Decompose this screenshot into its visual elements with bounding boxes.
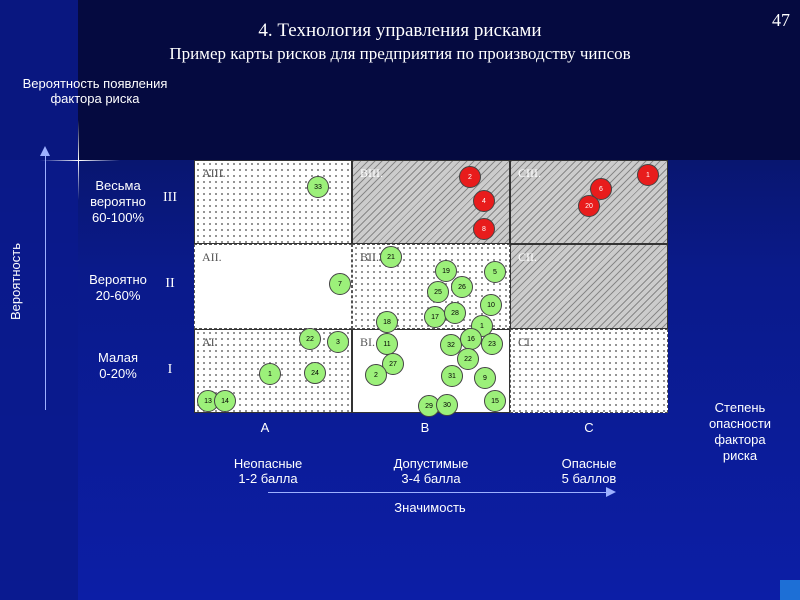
row-label-i bbox=[68, 350, 168, 382]
x-axis-arrow bbox=[268, 492, 608, 493]
row-label-i-line1: Малая bbox=[97, 350, 139, 365]
risk-marker: 9 bbox=[474, 367, 496, 389]
col-letter-a: A bbox=[260, 420, 270, 435]
col-desc-c-line1: Опасные bbox=[561, 456, 617, 471]
risk-marker: 17 bbox=[424, 306, 446, 328]
row-label-ii-line2: 20-60% bbox=[95, 288, 141, 303]
row-label-ii-line1: Вероятно bbox=[89, 272, 147, 287]
risk-marker: 4 bbox=[473, 190, 495, 212]
y-axis-title-line2: фактора риска bbox=[50, 91, 140, 106]
risk-marker: 30 bbox=[436, 394, 458, 416]
cell-cii bbox=[510, 244, 668, 329]
risk-marker: 29 bbox=[418, 395, 440, 417]
risk-marker: 20 bbox=[578, 195, 600, 217]
severity-line3: фактора bbox=[714, 432, 766, 447]
cell-ciii-label: CIII. bbox=[518, 166, 541, 180]
col-desc-a-line2: 1-2 балла bbox=[238, 471, 298, 486]
corner-square bbox=[780, 580, 800, 600]
row-label-iii bbox=[68, 178, 168, 226]
risk-marker: 15 bbox=[484, 390, 506, 412]
risk-marker: 28 bbox=[444, 302, 466, 324]
col-desc-b-line1: Допустимые bbox=[393, 456, 469, 471]
risk-marker: 2 bbox=[459, 166, 481, 188]
risk-marker: 23 bbox=[481, 333, 503, 355]
risk-marker: 10 bbox=[480, 294, 502, 316]
risk-marker: 1 bbox=[259, 363, 281, 385]
risk-marker: 27 bbox=[382, 353, 404, 375]
y-axis-title-line1: Вероятность появления bbox=[22, 76, 168, 91]
row-label-i-line2: 0-20% bbox=[99, 366, 137, 381]
cell-aiii bbox=[194, 160, 352, 244]
risk-marker: 1 bbox=[637, 164, 659, 186]
risk-marker: 8 bbox=[473, 218, 495, 240]
x-axis-arrow-head bbox=[606, 487, 616, 497]
y-axis-title bbox=[0, 76, 190, 106]
col-desc-c-line2: 5 баллов bbox=[561, 471, 617, 486]
risk-marker: 3 bbox=[327, 331, 349, 353]
risk-marker: 26 bbox=[451, 276, 473, 298]
row-label-iii-line3: 60-100% bbox=[91, 210, 145, 225]
severity-line4: риска bbox=[722, 448, 758, 463]
cell-bi-label: BI. bbox=[360, 335, 375, 349]
col-desc-b bbox=[371, 456, 491, 486]
slide-title: 4. Технология управления рисками bbox=[258, 20, 542, 41]
risk-marker: 2 bbox=[365, 364, 387, 386]
col-desc-a bbox=[208, 456, 328, 486]
risk-marker: 24 bbox=[304, 362, 326, 384]
page-number: 47 bbox=[772, 10, 790, 30]
col-desc-a-line1: Неопасные bbox=[233, 456, 303, 471]
col-desc-b-line2: 3-4 балла bbox=[401, 471, 461, 486]
y-axis-arrow-head bbox=[40, 146, 50, 156]
risk-marker: 25 bbox=[427, 281, 449, 303]
col-desc-c bbox=[529, 456, 649, 486]
row-label-iii-line1: Весьма bbox=[95, 178, 141, 193]
cell-ai-label: AI. bbox=[202, 335, 218, 349]
risk-marker: 19 bbox=[435, 260, 457, 282]
cell-ci-label: CI. bbox=[518, 335, 533, 349]
flare-horizontal bbox=[40, 160, 120, 161]
risk-marker: 33 bbox=[307, 176, 329, 198]
row-roman-i: I bbox=[167, 362, 173, 377]
cell-aii-label: AII. bbox=[202, 250, 222, 264]
cell-bii-label: BII. bbox=[360, 250, 379, 264]
risk-marker: 18 bbox=[376, 311, 398, 333]
risk-marker: 7 bbox=[329, 273, 351, 295]
risk-marker: 32 bbox=[440, 334, 462, 356]
risk-marker: 31 bbox=[441, 365, 463, 387]
col-letter-b: B bbox=[420, 420, 430, 435]
risk-marker: 22 bbox=[299, 328, 321, 350]
row-roman-iii: III bbox=[163, 190, 177, 205]
row-roman-ii: II bbox=[165, 276, 175, 291]
severity-line1: Степень bbox=[714, 400, 766, 415]
risk-marker: 11 bbox=[376, 333, 398, 355]
risk-marker: 1 bbox=[471, 315, 493, 337]
col-letter-c: C bbox=[584, 420, 594, 435]
cell-ci bbox=[510, 329, 668, 413]
risk-marker: 14 bbox=[214, 390, 236, 412]
severity-label bbox=[690, 400, 790, 464]
y-axis-arrow bbox=[45, 148, 46, 410]
cell-biii-label: BIII. bbox=[360, 166, 383, 180]
significance-label: Значимость bbox=[394, 500, 466, 515]
row-label-ii bbox=[68, 272, 168, 304]
severity-line2: опасности bbox=[708, 416, 772, 431]
slide-subtitle: Пример карты рисков для предприятия по производству чипсов bbox=[169, 44, 631, 63]
risk-marker: 6 bbox=[590, 178, 612, 200]
risk-marker: 22 bbox=[457, 348, 479, 370]
row-label-iii-line2: вероятно bbox=[90, 194, 146, 209]
cell-cii-label: CII. bbox=[518, 250, 537, 264]
risk-marker: 13 bbox=[197, 390, 219, 412]
risk-marker: 5 bbox=[484, 261, 506, 283]
risk-marker: 21 bbox=[380, 246, 402, 268]
y-axis-vertical-label: Вероятность bbox=[8, 243, 23, 320]
risk-marker: 16 bbox=[460, 328, 482, 350]
cell-aiii-label: AIII. bbox=[202, 166, 226, 180]
